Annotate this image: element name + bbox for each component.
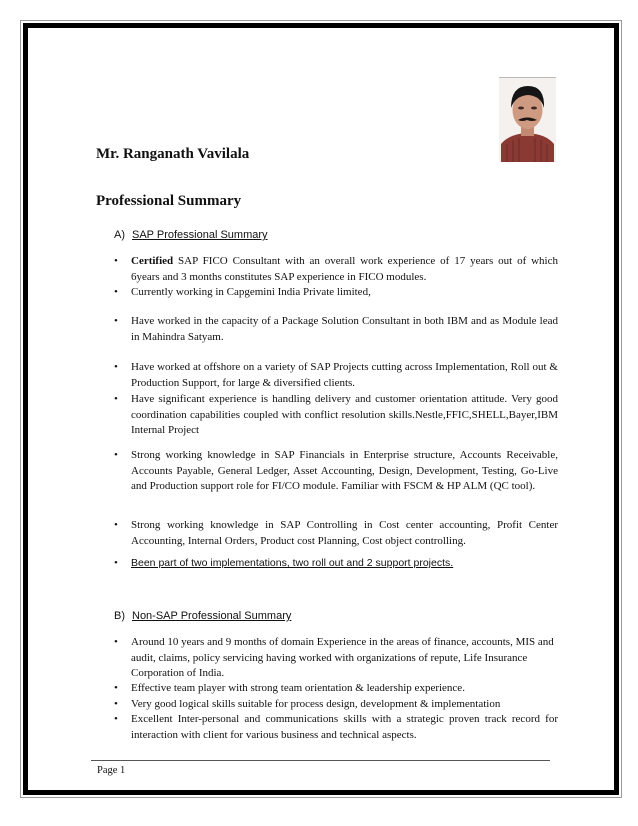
bullet-icon: • bbox=[114, 449, 118, 461]
list-item: • Effective team player with strong team orientation & leadership experience. bbox=[114, 681, 558, 697]
bullet-icon: • bbox=[114, 557, 118, 569]
subsection-title: Non-SAP Professional Summary bbox=[132, 610, 292, 622]
bullet-icon: • bbox=[114, 286, 118, 298]
list-item: • Have worked in the capacity of a Package Solution Consultant in both IBM and as Module lead in Mahindra Satyam. bbox=[114, 315, 558, 343]
subsection-letter: B) bbox=[114, 610, 125, 622]
bullet-icon: • bbox=[114, 393, 118, 405]
list-item: • Have worked at offshore on a variety of SAP Projects cutting across Implementation, Roll out & Production Support, for large & diversified clients. bbox=[114, 361, 558, 389]
bullet-icon: • bbox=[114, 255, 118, 267]
list-item: • Currently working in Capgemini India Private limited, bbox=[114, 285, 558, 301]
section-heading-professional-summary: Professional Summary bbox=[96, 193, 242, 209]
candidate-name: Mr. Ranganath Vavilala bbox=[96, 146, 250, 162]
portrait-photo-icon bbox=[499, 78, 556, 162]
list-item: • Very good logical skills suitable for process design, development & implementation bbox=[114, 697, 558, 713]
bullet-icon: • bbox=[114, 361, 118, 373]
bullet-icon: • bbox=[114, 519, 118, 531]
bullet-icon: • bbox=[114, 682, 118, 694]
list-item: • Excellent Inter-personal and communications skills with a strategic proven track record for interaction with client for various business and technical aspects. bbox=[114, 713, 558, 741]
subsection-letter: A) bbox=[114, 229, 125, 241]
bold-keyword: Certified bbox=[131, 255, 174, 267]
subsection-title: SAP Professional Summary bbox=[132, 229, 268, 241]
subsection-heading-non-sap bbox=[114, 610, 291, 622]
bullet-icon: • bbox=[114, 698, 118, 710]
list-item: • Have significant experience is handling delivery and customer orientation attitude. Very good coordination capabilities coupled with conflict resolution skills.Nestle,FFIC,SHELL,Bayer,IBM Internal Project bbox=[114, 393, 558, 436]
profile-photo bbox=[499, 77, 556, 162]
list-item: • Been part of two implementations, two roll out and 2 support projects. bbox=[114, 556, 558, 572]
subsection-heading-sap bbox=[114, 229, 268, 241]
list-item: • Around 10 years and 9 months of domain Experience in the areas of finance, accounts, MIS and audit, claims, policy servicing having worked with organizations of repute, Life Insurance Corporation of India. bbox=[114, 636, 554, 679]
list-item: • Strong working knowledge in SAP Controlling in Cost center accounting, Profit Center Accounting, Internal Orders, Product cost Planning, Cost object controlling. bbox=[114, 519, 558, 547]
list-item: • Certified SAP FICO Consultant with an overall work experience of 17 years out of which 6years and 3 months constitutes SAP experience in FICO modules. bbox=[114, 255, 558, 283]
list-item: • Strong working knowledge in SAP Financials in Enterprise structure, Accounts Receivable, Accounts Payable, General Ledger, Asset Accounting, Design, Development, Testing, Go-Live and Production support role for FI/CO module. Familiar with FSCM & HP ALM (QC tool). bbox=[114, 449, 558, 492]
page-number: Page 1 bbox=[97, 765, 126, 776]
bullet-icon: • bbox=[114, 713, 118, 725]
bullet-icon: • bbox=[114, 315, 118, 327]
bullet-icon: • bbox=[114, 636, 118, 648]
footer-divider bbox=[91, 760, 550, 761]
